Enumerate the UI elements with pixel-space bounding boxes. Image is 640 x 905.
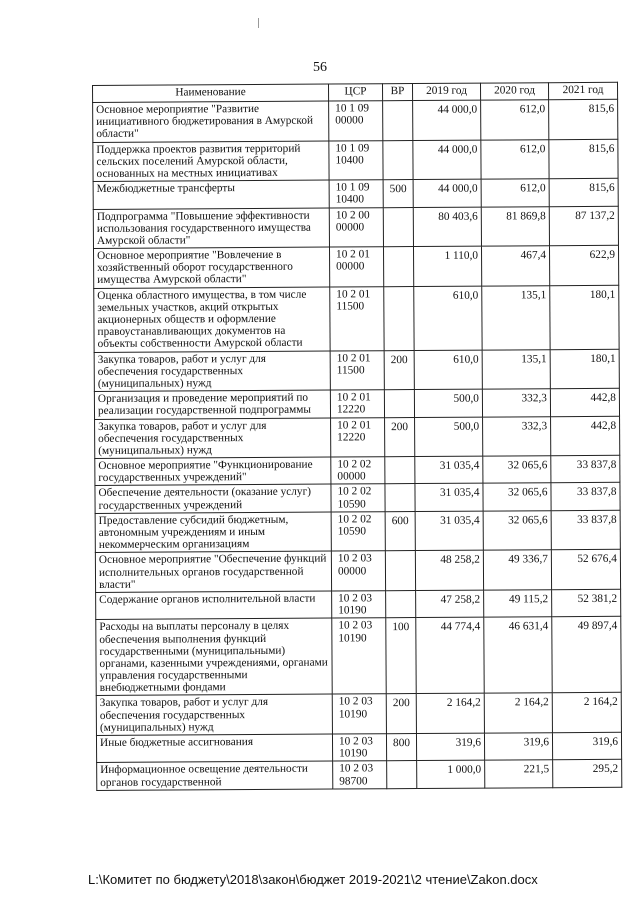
cell-2021: 319,6 xyxy=(552,732,621,760)
csr-code-part1: 10 2 01 xyxy=(336,351,371,365)
cell-2020: 612,0 xyxy=(481,139,549,179)
csr-code-part2: 10190 xyxy=(338,707,368,721)
cell-name: Предоставление субсидий бюджетным, автономным учреждениям и иным некоммерческим организациям xyxy=(95,512,331,553)
scan-artifact-mark xyxy=(258,18,259,28)
table-row xyxy=(93,139,618,182)
table-row xyxy=(97,760,622,791)
cell-2020: 612,0 xyxy=(481,100,549,140)
cell-csr xyxy=(331,457,385,485)
cell-name: Основное мероприятие "Развитие инициативного бюджетирования в Амурской области" xyxy=(93,101,329,142)
budget-table xyxy=(92,82,622,791)
cell-2020: 46 631,4 xyxy=(484,617,552,694)
cell-vr: 600 xyxy=(385,511,415,551)
csr-code-part1: 10 2 02 xyxy=(337,485,372,498)
table-row xyxy=(95,416,620,459)
header-2020: 2020 год xyxy=(480,83,548,100)
cell-csr xyxy=(329,140,383,180)
table-row xyxy=(95,455,620,486)
table-row xyxy=(96,589,621,620)
cell-csr xyxy=(333,761,387,789)
table-row xyxy=(95,483,620,514)
cell-vr: 200 xyxy=(384,350,414,390)
cell-vr: 200 xyxy=(386,694,416,734)
cell-2019: 31 035,4 xyxy=(415,511,483,551)
header-2019: 2019 год xyxy=(412,83,480,100)
table-row xyxy=(96,732,621,763)
csr-code-part2: 11500 xyxy=(336,364,365,377)
cell-2020: 135,1 xyxy=(482,349,550,389)
cell-2019: 44 000,0 xyxy=(413,140,481,180)
table-row xyxy=(96,617,621,696)
cell-vr xyxy=(383,207,413,247)
csr-code-part2: 10590 xyxy=(337,497,366,511)
cell-2019: 80 403,6 xyxy=(413,207,481,247)
cell-2021: 815,6 xyxy=(549,99,618,139)
cell-name: Подпрограмма "Повышение эффективности использования государственного имущества Амурской области" xyxy=(93,208,329,249)
cell-name: Информационное освещение деятельности органов государственной xyxy=(97,761,333,790)
csr-code-part1: 10 2 01 xyxy=(336,287,371,301)
csr-code-part1: 10 2 02 xyxy=(337,513,372,526)
cell-name: Закупка товаров, работ и услуг для обеспечения государственных (муниципальных) нужд xyxy=(95,418,331,459)
csr-code-part2: 11500 xyxy=(336,300,365,313)
cell-2019: 47 258,2 xyxy=(416,590,484,618)
csr-code-part2: 12220 xyxy=(337,431,366,444)
table-row xyxy=(96,693,621,736)
cell-2021: 33 837,8 xyxy=(551,483,620,511)
csr-code-part1: 10 1 09 xyxy=(335,102,370,115)
cell-vr xyxy=(387,761,417,789)
cell-2020: 221,5 xyxy=(485,760,553,788)
cell-2021: 33 837,8 xyxy=(551,455,620,483)
csr-code-part1: 10 2 03 xyxy=(338,619,373,632)
cell-vr xyxy=(383,101,413,141)
csr-code-part1: 10 2 03 xyxy=(339,762,374,775)
cell-csr xyxy=(332,618,386,694)
cell-2019: 48 258,2 xyxy=(415,550,483,590)
csr-code-part2: 00000 xyxy=(337,564,367,578)
header-2021: 2021 год xyxy=(548,82,617,99)
cell-name: Поддержка проектов развития территорий сельских поселений Амурской области, основанных на местных инициативах xyxy=(93,141,329,182)
csr-code-part1: 10 2 03 xyxy=(337,552,372,565)
cell-2020: 332,3 xyxy=(483,416,551,456)
cell-2020: 467,4 xyxy=(481,246,549,286)
cell-2019: 31 035,4 xyxy=(415,456,483,484)
cell-name: Расходы на выплаты персоналу в целях обеспечения выполнения функций государственными (муниципальными) органами, казенными учреждениями, органами управления государственными внебюджетными фондами xyxy=(96,618,332,696)
cell-vr xyxy=(383,247,413,287)
cell-2019: 319,6 xyxy=(416,733,484,761)
csr-code-part2: 10400 xyxy=(335,154,364,167)
csr-code-part2: 98700 xyxy=(339,774,368,788)
csr-code-part2: 00000 xyxy=(337,470,366,483)
csr-code-part1: 10 1 09 xyxy=(335,141,370,155)
cell-csr xyxy=(331,551,385,591)
cell-csr xyxy=(331,417,385,457)
cell-2021: 2 164,2 xyxy=(552,693,621,733)
csr-code-part2: 00000 xyxy=(335,221,365,234)
cell-2020: 319,6 xyxy=(484,733,552,761)
page-number: 56 xyxy=(313,60,327,75)
csr-code-part1: 10 2 03 xyxy=(338,735,373,748)
cell-2020: 81 869,8 xyxy=(481,206,549,246)
cell-vr: 200 xyxy=(385,417,415,457)
cell-vr xyxy=(384,390,414,418)
cell-csr xyxy=(330,390,384,418)
table-row xyxy=(95,550,620,593)
cell-2019: 2 164,2 xyxy=(416,694,484,734)
csr-code-part2: 10400 xyxy=(335,193,364,206)
cell-2021: 815,6 xyxy=(549,178,618,206)
cell-csr xyxy=(329,180,383,208)
table-row xyxy=(94,349,619,392)
cell-2019: 1 000,0 xyxy=(417,760,485,788)
cell-name: Межбюджетные трансферты xyxy=(93,180,329,209)
cell-2020: 49 115,2 xyxy=(484,590,552,618)
cell-name: Содержание органов исполнительной власти xyxy=(96,591,332,620)
cell-2021: 87 137,2 xyxy=(549,206,618,246)
cell-2020: 32 065,6 xyxy=(483,511,551,551)
table-row xyxy=(94,285,619,352)
cell-name: Обеспечение деятельности (оказание услуг) государственных учреждений xyxy=(95,484,331,513)
csr-code-part1: 10 2 01 xyxy=(337,418,372,432)
table-row xyxy=(95,510,620,553)
csr-code-part2: 12220 xyxy=(336,403,366,416)
cell-name: Основное мероприятие "Вовлечение в хозяйственный оборот государственного имущества Амурской области" xyxy=(93,247,329,288)
cell-csr xyxy=(331,512,385,552)
cell-2020: 32 065,6 xyxy=(483,456,551,484)
cell-vr xyxy=(384,286,414,350)
cell-2021: 180,1 xyxy=(550,285,619,349)
table-row xyxy=(93,178,618,209)
csr-code-part1: 10 2 03 xyxy=(338,592,373,605)
cell-vr xyxy=(385,457,415,485)
cell-2019: 500,0 xyxy=(415,417,483,457)
cell-csr xyxy=(332,694,386,734)
cell-2021: 295,2 xyxy=(553,760,622,788)
cell-2020: 612,0 xyxy=(481,179,549,207)
csr-code-part2: 10190 xyxy=(339,747,368,760)
cell-csr xyxy=(329,247,383,287)
cell-2019: 500,0 xyxy=(414,389,482,417)
cell-2020: 135,1 xyxy=(482,285,550,349)
csr-code-part1: 10 2 01 xyxy=(336,248,370,261)
cell-csr xyxy=(329,207,383,247)
csr-code-part1: 10 2 00 xyxy=(335,208,370,222)
cell-csr xyxy=(331,484,385,512)
cell-csr xyxy=(330,286,384,350)
header-vr: ВР xyxy=(382,84,412,101)
cell-csr xyxy=(332,734,386,762)
cell-name: Закупка товаров, работ и услуг для обеспечения государственных (муниципальных) нужд xyxy=(96,694,332,735)
cell-2020: 32 065,6 xyxy=(483,483,551,511)
cell-2019: 44 774,4 xyxy=(416,617,484,694)
header-csr: ЦСР xyxy=(328,84,382,101)
cell-2021: 52 676,4 xyxy=(551,550,620,590)
cell-2021: 442,8 xyxy=(551,416,620,456)
table-body xyxy=(93,99,622,790)
csr-code-part2: 10190 xyxy=(338,631,367,645)
csr-code-part2: 00000 xyxy=(336,260,365,273)
cell-2019: 610,0 xyxy=(414,350,482,390)
cell-vr: 100 xyxy=(386,618,416,694)
cell-2021: 49 897,4 xyxy=(552,617,621,694)
cell-2020: 2 164,2 xyxy=(484,693,552,733)
cell-vr xyxy=(386,590,416,618)
cell-name: Закупка товаров, работ и услуг для обеспечения государственных (муниципальных) нужд xyxy=(94,351,330,392)
footer-file-path: L:\Комитет по бюджету\2018\закон\бюджет 2019-2021\2 чтение\Zakon.docx xyxy=(88,872,538,887)
cell-2020: 332,3 xyxy=(482,389,550,417)
cell-2021: 442,8 xyxy=(550,388,619,416)
cell-name: Организация и проведение мероприятий по реализации государственной подпрограммы xyxy=(94,390,330,419)
cell-vr: 500 xyxy=(383,180,413,208)
cell-vr xyxy=(385,551,415,591)
cell-name: Оценка областного имущества, в том числе земельных участков, акций открытых акционерных обществ и оформление правоустанавливающих документов на объекты собственности Амурской области xyxy=(94,287,330,352)
table-row xyxy=(93,245,618,288)
csr-code-part1: 10 2 03 xyxy=(338,695,373,708)
cell-vr xyxy=(385,484,415,512)
cell-2021: 622,9 xyxy=(549,245,618,285)
cell-2021: 815,6 xyxy=(549,139,618,179)
csr-code-part1: 10 1 09 xyxy=(335,181,370,194)
cell-2020: 49 336,7 xyxy=(483,550,551,590)
cell-2019: 610,0 xyxy=(414,286,482,350)
csr-code-part2: 10590 xyxy=(337,525,367,538)
cell-2021: 180,1 xyxy=(550,349,619,389)
table-row xyxy=(93,206,618,249)
cell-csr xyxy=(329,101,383,141)
cell-vr xyxy=(383,140,413,180)
csr-code-part1: 10 2 01 xyxy=(336,391,371,404)
cell-2019: 31 035,4 xyxy=(415,484,483,512)
cell-name: Основное мероприятие "Функционирование государственных учреждений" xyxy=(95,457,331,486)
csr-code-part2: 00000 xyxy=(335,114,364,127)
cell-vr: 800 xyxy=(386,734,416,762)
cell-csr xyxy=(332,591,386,619)
cell-csr xyxy=(330,350,384,390)
cell-name: Иные бюджетные ассигнования xyxy=(96,734,332,763)
header-name: Наименование xyxy=(93,84,329,102)
cell-2021: 33 837,8 xyxy=(551,510,620,550)
cell-2021: 52 381,2 xyxy=(552,589,621,617)
cell-2019: 1 110,0 xyxy=(413,246,481,286)
csr-code-part1: 10 2 02 xyxy=(337,458,372,471)
table-row xyxy=(93,99,618,142)
cell-name: Основное мероприятие "Обеспечение функций исполнительных органов государственной власти" xyxy=(95,551,331,592)
cell-2019: 44 000,0 xyxy=(413,100,481,140)
csr-code-part2: 10190 xyxy=(338,604,367,617)
table-row xyxy=(94,388,619,419)
cell-2019: 44 000,0 xyxy=(413,179,481,207)
